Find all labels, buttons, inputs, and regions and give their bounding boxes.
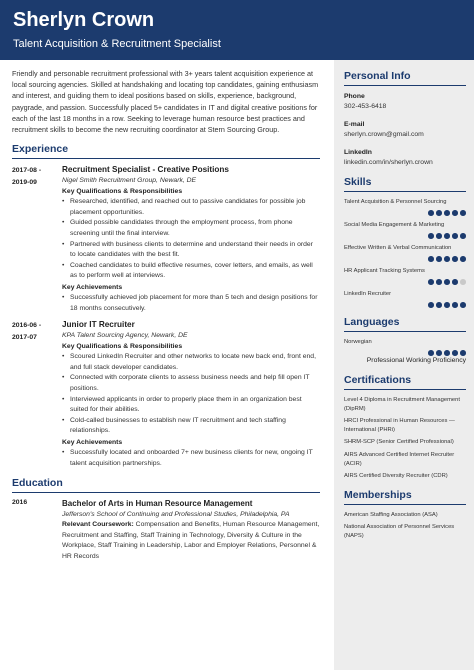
- skill-name: Effective Written & Verbal Communication: [344, 245, 452, 251]
- achievement-item: • Successfully achieved job placement for more than 5 tech and design positions for 18 months consecutively.: [62, 293, 320, 314]
- job-date-end: 2019-09: [12, 179, 37, 187]
- job-date-start: 2016-06 -: [12, 322, 42, 330]
- phone-value: 302-453-6418: [344, 103, 387, 110]
- language-name: Norwegian: [344, 339, 372, 345]
- languages-list: [344, 338, 466, 366]
- coursework-text: Compensation and Benefits, Human Resource Management, Recruitment and Staffing, Staff Training in Technology, Diversity & Culture in the Workplace, Staff Training in Leadership, Labor and Employer Relations, Personnel & HR Records: [62, 521, 320, 560]
- education-date: 2016: [12, 499, 28, 507]
- responsibilities-list: [62, 352, 320, 437]
- rating-dot: [428, 256, 434, 262]
- skill-item: [344, 290, 466, 308]
- rating-dot: [452, 233, 458, 239]
- rating-dot: [436, 279, 442, 285]
- rating-dot: [444, 233, 450, 239]
- rating-dot: [436, 256, 442, 262]
- certifications-heading: Certifications: [344, 374, 466, 390]
- job-title: Recruitment Specialist - Creative Positions: [62, 165, 229, 175]
- memberships-heading: Memberships: [344, 489, 466, 505]
- responsibility-item: • Researched, identified, and reached out to passive candidates for possible job placement opportunities.: [62, 197, 320, 218]
- rating-dot: [436, 210, 442, 216]
- experience-heading: Experience: [12, 143, 320, 159]
- rating-dot: [428, 279, 434, 285]
- responsibility-item: • Guided possible candidates through the employment process, from phone screening until the final interview.: [62, 218, 320, 239]
- languages-heading: Languages: [344, 316, 466, 332]
- job-date-end: 2017-07: [12, 334, 37, 342]
- resume-header: [0, 0, 474, 60]
- candidate-title: Talent Acquisition & Recruitment Specialist: [13, 38, 221, 50]
- skill-item: [344, 267, 466, 285]
- language-rating: [344, 347, 466, 356]
- education-degree: Bachelor of Arts in Human Resource Management: [62, 499, 253, 509]
- linkedin-value: linkedin.com/in/sherlyn.crown: [344, 159, 433, 166]
- rating-dot: [452, 302, 458, 308]
- rating-dot: [460, 210, 466, 216]
- email-value: sherlyn.crown@gmail.com: [344, 131, 424, 138]
- coursework-label: Relevant Coursework:: [62, 521, 134, 529]
- job-date-start: 2017-08 -: [12, 167, 42, 175]
- skill-rating: [344, 207, 466, 216]
- rating-dot: [436, 233, 442, 239]
- responsibilities-heading: Key Qualifications & Responsibilities: [62, 343, 183, 351]
- job-dates: [12, 320, 58, 344]
- rating-dot: [428, 233, 434, 239]
- skill-item: [344, 244, 466, 262]
- education-school: Jefferson's School of Continuing and Professional Studies, Philadelphia, PA: [62, 511, 290, 519]
- rating-dot: [444, 210, 450, 216]
- rating-dot: [452, 210, 458, 216]
- language-level: Professional Working Proficiency: [366, 357, 466, 364]
- phone-label: Phone: [344, 93, 365, 100]
- rating-dot: [428, 302, 434, 308]
- responsibility-item: • Connected with corporate clients to assess business needs and help fill open IT positions.: [62, 373, 320, 394]
- responsibility-item: • Coached candidates to build effective resumes, cover letters, and emails, as well as to perform well at interviews.: [62, 261, 320, 282]
- job-dates: [12, 165, 58, 189]
- rating-dot: [428, 210, 434, 216]
- education-coursework: [62, 520, 320, 562]
- skill-rating: [344, 299, 466, 308]
- skill-rating: [344, 276, 466, 285]
- education-entry: [12, 498, 320, 562]
- rating-dot: [460, 279, 466, 285]
- certification-item: Level 4 Diploma in Recruitment Management (DipRM): [344, 397, 460, 412]
- job-entry: [12, 319, 320, 469]
- skill-rating: [344, 230, 466, 239]
- achievement-item: • Successfully located and onboarded 7+ new business clients for new, ongoing IT talent acquisition partnerships.: [62, 448, 320, 469]
- job-organization: KPA Talent Sourcing Agency, Newark, DE: [62, 332, 188, 340]
- rating-dot: [436, 302, 442, 308]
- personal-info-heading: Personal Info: [344, 70, 466, 86]
- skill-item: [344, 198, 466, 216]
- skill-name: Talent Acquisition & Personnel Sourcing: [344, 199, 447, 205]
- certifications-list: [344, 396, 466, 481]
- email-label: E-mail: [344, 121, 365, 128]
- skill-rating: [344, 253, 466, 262]
- education-heading: Education: [12, 477, 320, 493]
- main-column: [12, 68, 320, 668]
- skill-item: [344, 221, 466, 239]
- achievements-list: [62, 448, 320, 469]
- job-organization: Nigel Smith Recruitment Group, Newark, DE: [62, 177, 197, 185]
- skill-name: HR Applicant Tracking Systems: [344, 268, 425, 274]
- experience-list: [12, 164, 320, 469]
- skill-name: LinkedIn Recruiter: [344, 291, 392, 297]
- certification-item: AIRS Certified Diversity Recruiter (CDR): [344, 473, 448, 480]
- candidate-name: Sherlyn Crown: [13, 9, 155, 31]
- membership-item: National Association of Personnel Services (NAPS): [344, 524, 455, 539]
- certification-item: AIRS Advanced Certified Internet Recruiter (ACIR): [344, 451, 455, 467]
- certification-item: SHRM-SCP (Senior Certified Professional): [344, 439, 454, 446]
- rating-dot: [444, 302, 450, 308]
- membership-item: American Staffing Association (ASA): [344, 511, 438, 518]
- responsibility-item: • Interviewed applicants in order to properly place them in an organization best suited for their abilities.: [62, 395, 320, 416]
- job-title: Junior IT Recruiter: [62, 320, 135, 330]
- certification-item: HRCI Professional in Human Resources — International (PHRi): [344, 418, 455, 433]
- skill-name: Social Media Engagement & Marketing: [344, 222, 445, 228]
- responsibilities-list: [62, 197, 320, 282]
- responsibilities-heading: Key Qualifications & Responsibilities: [62, 188, 183, 196]
- responsibility-item: • Cold-called businesses to establish new IT recruitment and tech staffing relationships.: [62, 416, 320, 437]
- rating-dot: [460, 302, 466, 308]
- job-entry: [12, 164, 320, 314]
- rating-dot: [460, 233, 466, 239]
- linkedin-label: LinkedIn: [344, 149, 372, 156]
- memberships-list: [344, 511, 466, 541]
- responsibility-item: • Scoured LinkedIn Recruiter and other networks to locate new back end, front end, and full stack developer candidates.: [62, 352, 320, 373]
- responsibility-item: • Partnered with business clients to determine and understand their needs in order to locate candidates with the best fit.: [62, 240, 320, 261]
- rating-dot: [444, 256, 450, 262]
- achievements-list: [62, 293, 320, 314]
- achievements-heading: Key Achievements: [62, 438, 123, 446]
- sidebar: [334, 60, 474, 670]
- skills-heading: Skills: [344, 176, 466, 192]
- rating-dot: [452, 256, 458, 262]
- rating-dot: [452, 279, 458, 285]
- skills-list: [344, 198, 466, 308]
- achievements-heading: Key Achievements: [62, 283, 123, 291]
- rating-dot: [460, 256, 466, 262]
- profile-summary: Friendly and personable recruitment professional with 3+ years talent acquisition experience at local sourcing agencies. Skilled at handshaking and locating top candidates, gaining enthusiasm and interest, and guiding them to ideal positions based on skills, experience, background, paygrade, and passion. Successfully placed 5+ candidates in IT and digital creative positions for each of the last 18 months in a row. Seeking to leverage human resource best practices and recruitment skills to become the new recruiting coordinator at Stern Sourcing Group.: [12, 69, 319, 135]
- rating-dot: [444, 279, 450, 285]
